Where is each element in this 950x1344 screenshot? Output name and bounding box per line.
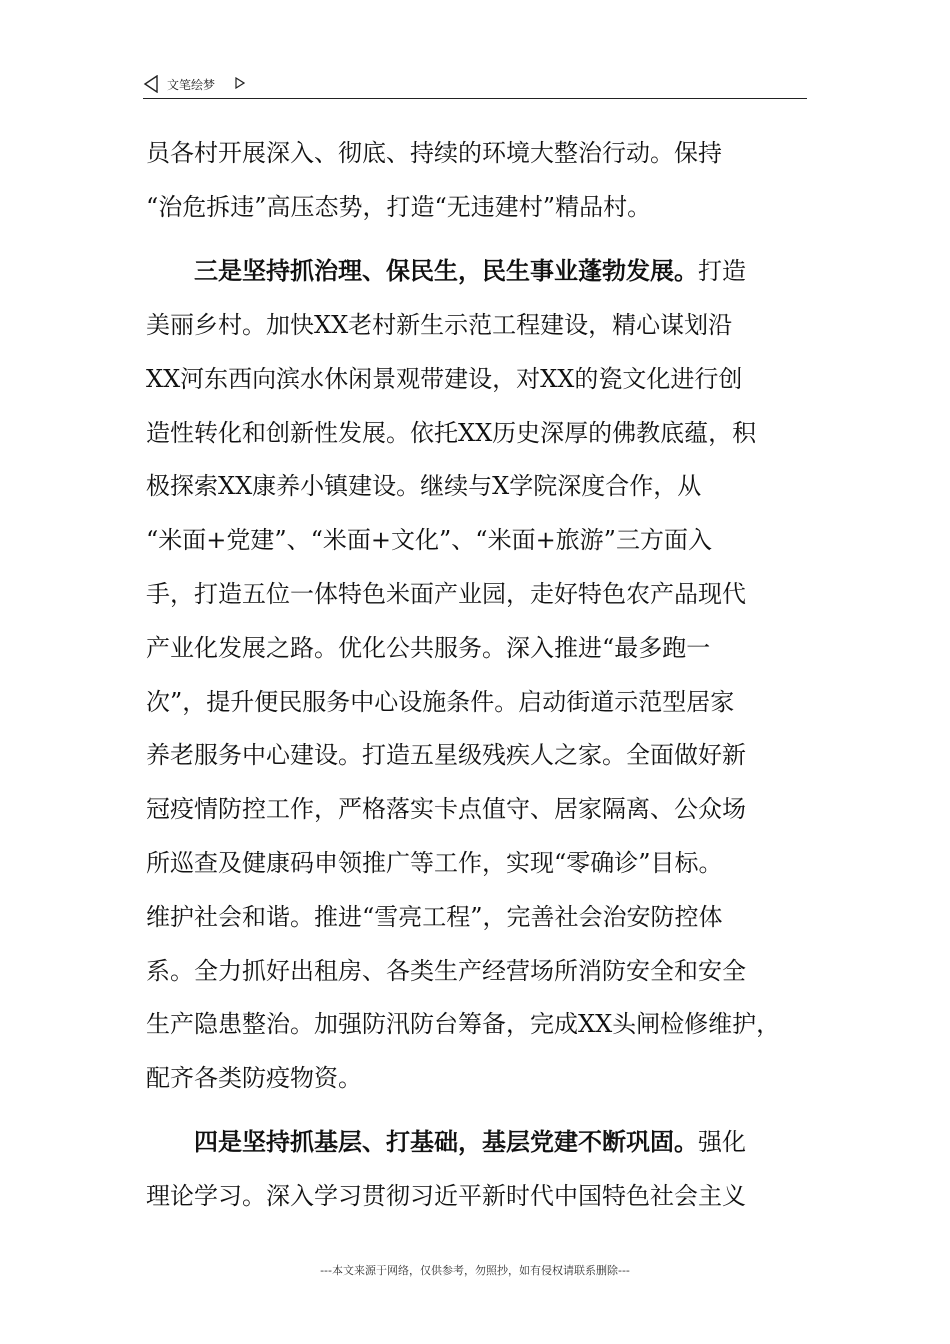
paragraph-line: “治危拆违”高压态势，打造“无违建村”精品村。 (146, 193, 652, 221)
paragraph-line: 次”，提升便民服务中心设施条件。启动街道示范型居家 (146, 688, 735, 716)
paragraph-line: 所巡查及健康码申领推广等工作，实现“零确诊”目标。 (146, 849, 723, 877)
paragraph-line: 冠疫情防控工作，严格落实卡点值守、居家隔离、公众场 (146, 795, 746, 823)
triangle-left-icon (143, 75, 159, 93)
paragraph-line: 理论学习。深入学习贯彻习近平新时代中国特色社会主义 (146, 1182, 746, 1210)
document-header (143, 74, 807, 99)
paragraph-first-line (146, 256, 810, 286)
paragraph-first-line (146, 1127, 810, 1157)
paragraph-line: “米面+党建”、“米面+文化”、“米面+旅游”三方面入 (146, 526, 712, 554)
paragraph-line: 造性转化和创新性发展。依托XX历史深厚的佛教底蕴，积 (146, 419, 757, 447)
footer-disclaimer: ---本文来源于网络，仅供参考，勿照抄，如有侵权请联系删除--- (320, 1264, 630, 1277)
paragraph-line: 极探索XX康养小镇建设。继续与X学院深度合作，从 (146, 472, 702, 500)
paragraph-line: 养老服务中心建设。打造五星级残疾人之家。全面做好新 (146, 741, 746, 769)
paragraph-line: XX河东西向滨水休闲景观带建设，对XX的瓷文化进行创 (146, 365, 743, 393)
paragraph-line: 维护社会和谐。推进“雪亮工程”，完善社会治安防控体 (146, 903, 723, 931)
paragraph-line: 员各村开展深入、彻底、持续的环境大整治行动。保持 (146, 139, 722, 167)
paragraph-lead: 三是坚持抓治理、保民生，民生事业蓬勃发展。 (194, 256, 698, 285)
paragraph-line: 手，打造五位一体特色米面产业园，走好特色农产品现代 (146, 580, 746, 608)
paragraph-line: 美丽乡村。加快XX老村新生示范工程建设，精心谋划沿 (146, 311, 733, 339)
paragraph-line: 系。全力抓好出租房、各类生产经营场所消防安全和安全 (146, 957, 746, 985)
header-title: 文笔绘梦 (167, 78, 216, 92)
paragraph-line: 产业化发展之路。优化公共服务。深入推进“最多跑一 (146, 634, 711, 662)
paragraph-line: 生产隐患整治。加强防汛防台筹备，完成XX头闸检修维护， (146, 1010, 781, 1038)
paragraph-text: 打造 (698, 257, 746, 285)
triangle-right-icon (235, 77, 245, 89)
paragraph-text: 强化 (698, 1128, 746, 1156)
paragraph-line: 配齐各类防疫物资。 (146, 1064, 362, 1092)
paragraph-lead: 四是坚持抓基层、打基础，基层党建不断巩固。 (194, 1127, 698, 1156)
